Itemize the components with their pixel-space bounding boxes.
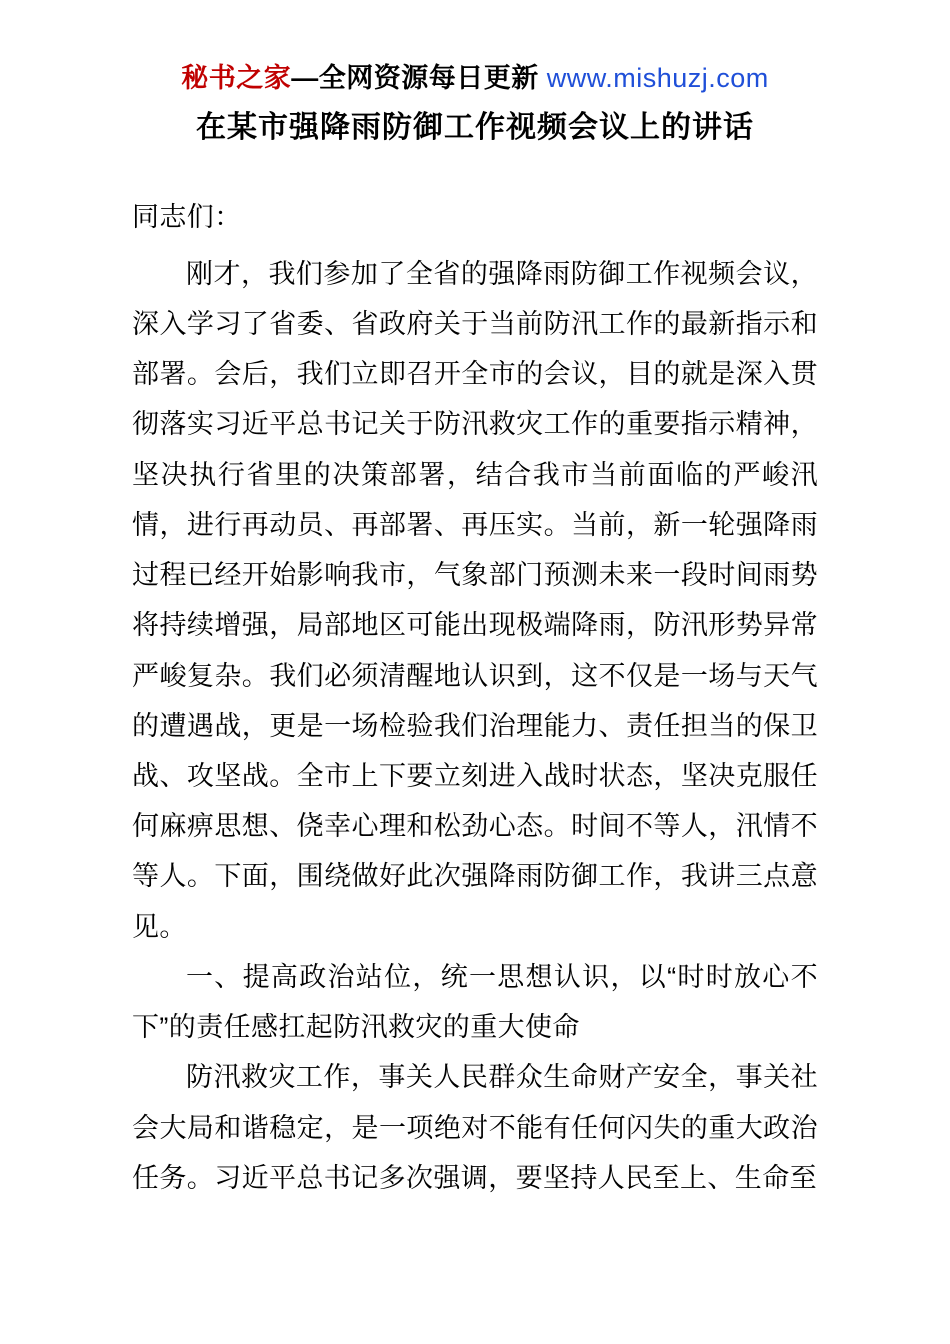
salutation: 同志们： [132,201,242,232]
paragraph: 防汛救灾工作，事关人民群众生命财产安全，事关社会大局和谐稳定，是一项绝对不能有任何闪失的重大政治任务。习近平总书记多次强调，要坚持人民至上、生命至 [132,1062,818,1193]
site-tagline: —全网资源每日更新 [291,63,547,93]
site-brand: 秘书之家 [181,63,292,93]
site-url[interactable]: www.mishuzj.com [546,63,769,93]
page-title: 在某市强降雨防御工作视频会议上的讲话 [196,111,754,145]
site-watermark [132,62,818,94]
paragraph: 刚才，我们参加了全省的强降雨防御工作视频会议，深入学习了省委、省政府关于当前防汛工作的最新指示和部署。会后，我们立即召开全市的会议，目的就是深入贯彻落实习近平总书记关于防汛救灾工作的重要指示精神，坚决执行省里的决策部署，结合我市当前面临的严峻汛情，进行再动员、再部署、再压实。当前，新一轮强降雨过程已经开始影响我市，气象部门预测未来一段时间雨势将持续增强，局部地区可能出现极端降雨，防汛形势异常严峻复杂。我们必须清醒地认识到，这不仅是一场与天气的遭遇战，更是一场检验我们治理能力、责任担当的保卫战、攻坚战。全市上下要立刻进入战时状态，坚决克服任何麻痹思想、侥幸心理和松劲心态。时间不等人，汛情不等人。下面，围绕做好此次强降雨防御工作，我讲三点意见。 [132,258,818,942]
paragraph: 一、提高政治站位，统一思想认识，以“时时放心不下”的责任感扛起防汛救灾的重大使命 [132,961,818,1043]
